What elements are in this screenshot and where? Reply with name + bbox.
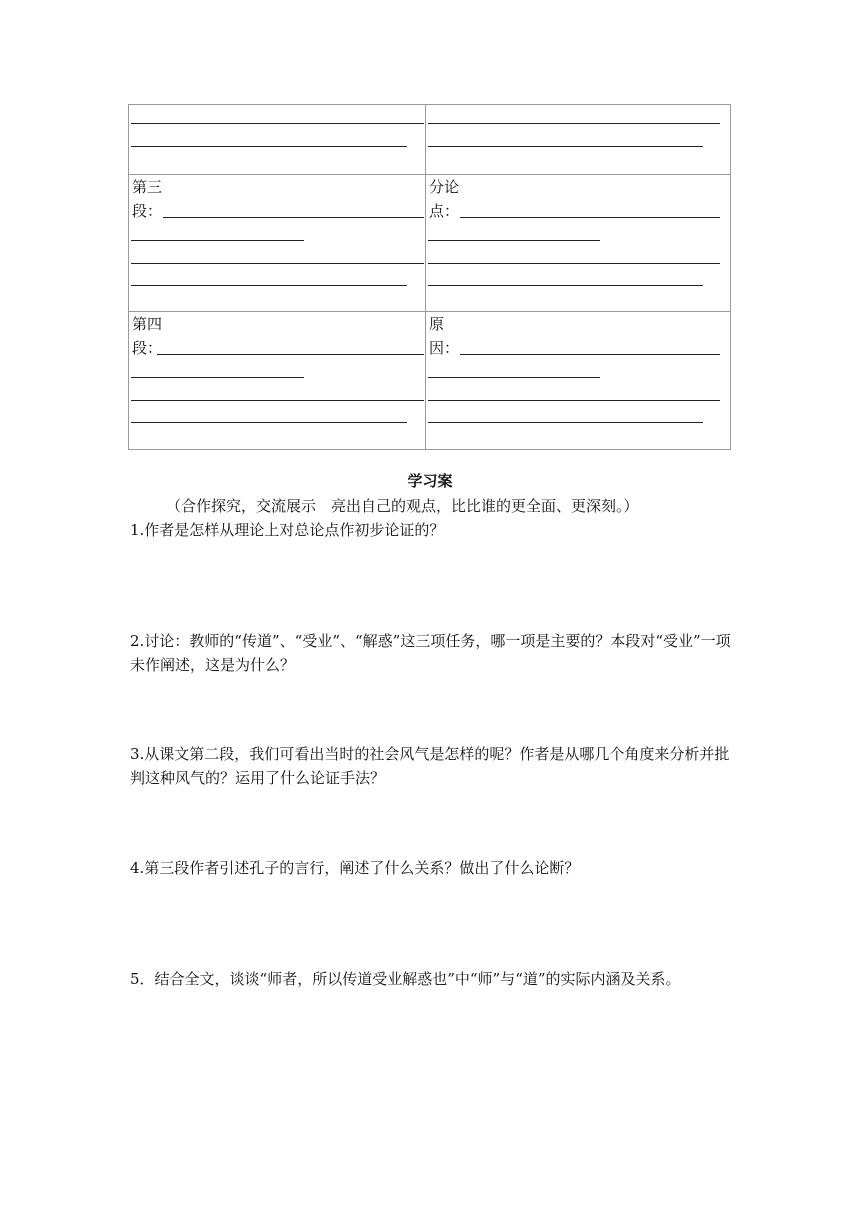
table-row xyxy=(129,312,730,449)
answer-line[interactable] xyxy=(428,123,720,124)
table-cell xyxy=(426,175,730,311)
table-cell xyxy=(129,175,426,311)
answer-line[interactable] xyxy=(131,263,424,264)
section-label: 点： xyxy=(429,202,460,220)
answer-line[interactable] xyxy=(131,400,424,401)
question-1: 1.作者是怎样从理论上对总论点作初步论证的？ xyxy=(130,521,445,539)
answer-line[interactable] xyxy=(460,217,720,218)
answer-line[interactable] xyxy=(131,123,424,124)
answer-line[interactable] xyxy=(428,146,703,147)
answer-line[interactable] xyxy=(131,422,407,423)
answer-line[interactable] xyxy=(163,217,424,218)
section-title: 学习案 xyxy=(407,472,453,490)
answer-line[interactable] xyxy=(428,400,720,401)
answer-line[interactable] xyxy=(428,240,600,241)
answer-line[interactable] xyxy=(428,285,703,286)
answer-line[interactable] xyxy=(428,263,720,264)
section-label: 段： xyxy=(132,202,163,220)
section-label: 因： xyxy=(429,339,460,357)
table-row xyxy=(129,175,730,312)
section-label: 第四 xyxy=(132,315,163,333)
table-cell xyxy=(129,105,426,174)
answer-line[interactable] xyxy=(157,354,424,355)
answer-line[interactable] xyxy=(131,240,304,241)
table-cell xyxy=(129,312,426,449)
section-label: 原 xyxy=(429,315,445,333)
section-label: 分论 xyxy=(429,178,460,196)
question-5: 5．结合全文，谈谈“师者，所以传道受业解惑也”中“师”与“道”的实际内涵及关系。 xyxy=(130,970,681,988)
answer-line[interactable] xyxy=(131,377,304,378)
answer-line[interactable] xyxy=(428,422,703,423)
question-3: 3.从课文第二段，我们可看出当时的社会风气是怎样的呢？作者是从哪几个角度来分析并批判这种风气的？运用了什么论证手法？ xyxy=(130,745,730,787)
answer-line[interactable] xyxy=(428,377,600,378)
answer-line[interactable] xyxy=(131,146,407,147)
answer-line[interactable] xyxy=(460,354,720,355)
question-4: 4.第三段作者引述孔子的言行，阐述了什么关系？做出了什么论断？ xyxy=(130,859,580,877)
answer-line[interactable] xyxy=(131,285,407,286)
notes-table xyxy=(128,104,731,450)
section-intro: （合作探究，交流展示 亮出自己的观点，比比谁的更全面、更深刻。） xyxy=(166,497,639,515)
table-cell xyxy=(426,312,730,449)
section-label: 段： xyxy=(132,339,163,357)
section-label: 第三 xyxy=(132,178,163,196)
table-row xyxy=(129,105,730,175)
table-cell xyxy=(426,105,730,174)
question-2: 2.讨论：教师的“传道”、“受业”、“解惑”这三项任务，哪一项是主要的？本段对“受业”一项未作阐述，这是为什么？ xyxy=(130,632,731,674)
